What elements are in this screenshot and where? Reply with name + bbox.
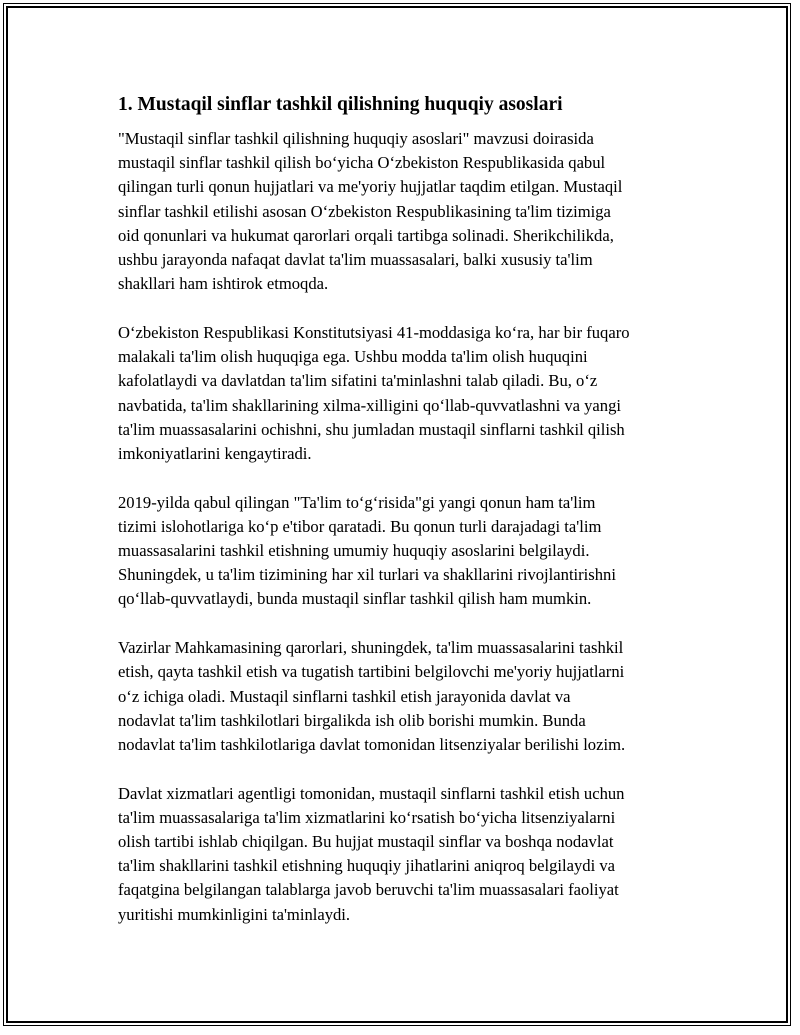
text-line: muassasalarini tashkil etishning umumiy huquqiy asoslarini belgilaydi. [118, 541, 590, 561]
text-line: qilingan turli qonun hujjatlari va me'yoriy hujjatlar taqdim etilgan. Mustaqil [118, 177, 623, 197]
document-body [118, 92, 698, 951]
text-line: shakllari ham ishtirok etmoqda. [118, 274, 329, 294]
paragraph-2 [118, 321, 698, 466]
text-line: kafolatlaydi va davlatdan ta'lim sifatini ta'minlashni talab qiladi. Bu, o‘z [118, 371, 598, 391]
text-line: o‘z ichiga oladi. Mustaqil sinflarni tashkil etish jarayonida davlat va [118, 686, 571, 706]
text-line: O‘zbekiston Respublikasi Konstitutsiyasi 41-moddasiga ko‘ra, har bir fuqaro [118, 322, 630, 342]
text-line: ta'lim muassasalariga ta'lim xizmatlarini ko‘rsatish bo‘yicha litsenziyalarni [118, 807, 616, 827]
document-title: 1. Mustaqil sinflar tashkil qilishning huquqiy asoslari [118, 94, 563, 115]
text-line: tizimi islohotlariga ko‘p e'tibor qaratadi. Bu qonun turli darajadagi ta'lim [118, 516, 602, 536]
text-line: sinflar tashkil etilishi asosan O‘zbekiston Respublikasining ta'lim tizimiga [118, 201, 611, 221]
paragraph-4 [118, 636, 698, 757]
text-line: yuritishi mumkinligini ta'minlaydi. [118, 904, 351, 924]
text-line: etish, qayta tashkil etish va tugatish tartibini belgilovchi me'yoriy hujjatlarni [118, 662, 625, 682]
text-line: imkoniyatlarini kengaytiradi. [118, 443, 312, 463]
text-line: navbatida, ta'lim shakllarining xilma-xilligini qo‘llab-quvvatlashni va yangi [118, 395, 621, 415]
text-line: oid qonunlari va hukumat qarorlari orqali tartibga solinadi. Sherikchilikda, [118, 225, 614, 245]
text-line: Shuningdek, u ta'lim tizimining har xil turlari va shakllarini rivojlantirishni [118, 565, 616, 585]
text-line: "Mustaqil sinflar tashkil qilishning huquqiy asoslari" mavzusi doirasida [118, 129, 594, 148]
paragraph-1 [118, 127, 698, 296]
text-line: ta'lim muassasalarini ochishni, shu jumladan mustaqil sinflarni tashkil qilish [118, 419, 625, 439]
text-line: 2019-yilda qabul qilingan "Ta'lim to‘g‘risida"gi yangi qonun ham ta'lim [118, 492, 596, 512]
text-line: mustaqil sinflar tashkil qilish bo‘yicha O‘zbekiston Respublikasida qabul [118, 153, 606, 173]
text-line: ta'lim shakllarini tashkil etishning huquqiy jihatlarini aniqroq belgilaydi va [118, 856, 616, 876]
text-line: faqatgina belgilangan talablarga javob beruvchi ta'lim muassasalari faoliyat [118, 880, 619, 900]
text-line: Davlat xizmatlari agentligi tomonidan, mustaqil sinflarni tashkil etish uchun [118, 783, 625, 803]
text-line: qo‘llab-quvvatlaydi, bunda mustaqil sinflar tashkil qilish ham mumkin. [118, 589, 592, 609]
text-line: ushbu jarayonda nafaqat davlat ta'lim muassasalari, balki xususiy ta'lim [118, 250, 593, 270]
text-line: malakali ta'lim olish huquqiga ega. Ushbu modda ta'lim olish huquqini [118, 347, 588, 367]
text-line: olish tartibi ishlab chiqilgan. Bu hujjat mustaqil sinflar va boshqa nodavlat [118, 832, 614, 852]
text-line: nodavlat ta'lim tashkilotlari birgalikda ish olib borishi mumkin. Bunda [118, 710, 586, 730]
text-line: Vazirlar Mahkamasining qarorlari, shuningdek, ta'lim muassasalarini tashkil [118, 638, 624, 658]
paragraph-3 [118, 491, 698, 612]
text-line: nodavlat ta'lim tashkilotlariga davlat tomonidan litsenziyalar berilishi lozim. [118, 734, 626, 754]
paragraph-5 [118, 782, 698, 927]
